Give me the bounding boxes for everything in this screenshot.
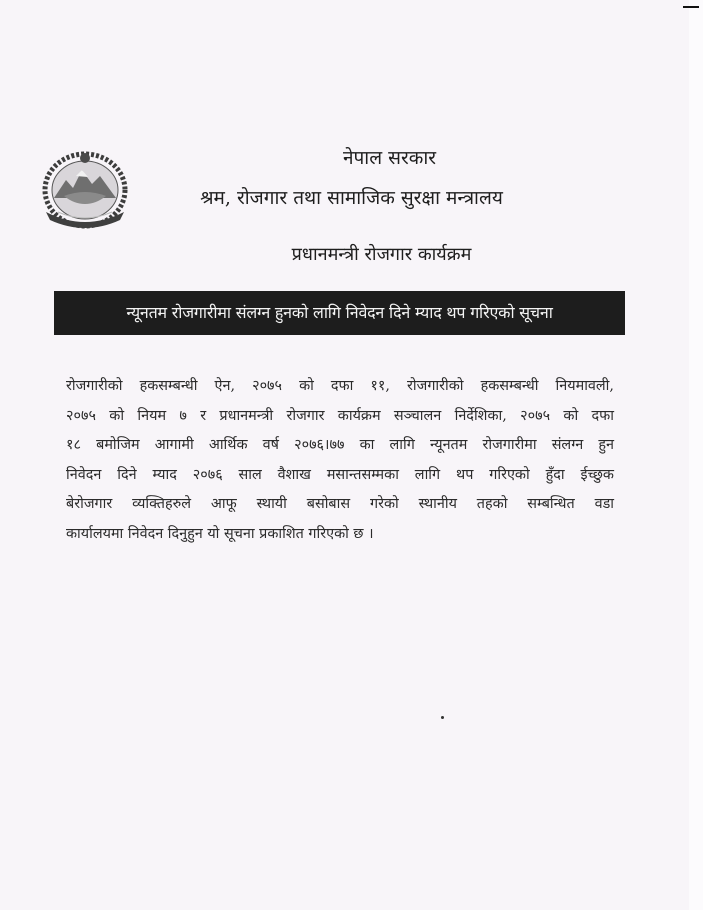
notice-body-line: बेरोजगार व्यक्तिहरुले आफू स्थायी बसोबास गरेको स्थानीय तहको सम्बन्धित वडा bbox=[66, 496, 614, 512]
page-edge bbox=[689, 0, 703, 910]
scan-speck bbox=[441, 716, 444, 719]
notice-body-line: निवेदन दिने म्याद २०७६ साल वैशाख मसान्तसम्मका लागि थप गरिएको हुँदा ईच्छुक bbox=[66, 466, 614, 483]
notice-body bbox=[66, 372, 614, 549]
program-name: प्रधानमन्त्री रोजगार कार्यक्रम bbox=[291, 244, 472, 265]
notice-body-line: १८ बमोजिम आगामी आर्थिक वर्ष २०७६।७७ का लागि न्यूनतम रोजगारीमा संलग्न हुन bbox=[66, 437, 614, 453]
scan-corner-mark bbox=[683, 6, 699, 8]
notice-body-line: रोजगारीको हकसम्बन्धी ऐन, २०७५ को दफा ११, रोजगारीको हकसम्बन्धी नियमावली, bbox=[66, 378, 614, 394]
notice-title-banner: न्यूनतम रोजगारीमा संलग्न हुनको लागि निवेदन दिने म्याद थप गरिएको सूचना bbox=[54, 291, 625, 335]
notice-body-line: २०७५ को नियम ७ र प्रधानमन्त्री रोजगार कार्यक्रम सञ्चालन निर्देशिका, २०७५ को दफा bbox=[66, 407, 614, 424]
government-name: नेपाल सरकार bbox=[342, 147, 437, 169]
notice-body-line: कार्यालयमा निवेदन दिनुहुन यो सूचना प्रकाशित गरिएको छ । bbox=[66, 525, 374, 542]
ministry-name: श्रम, रोजगार तथा सामाजिक सुरक्षा मन्त्रालय bbox=[200, 187, 503, 209]
